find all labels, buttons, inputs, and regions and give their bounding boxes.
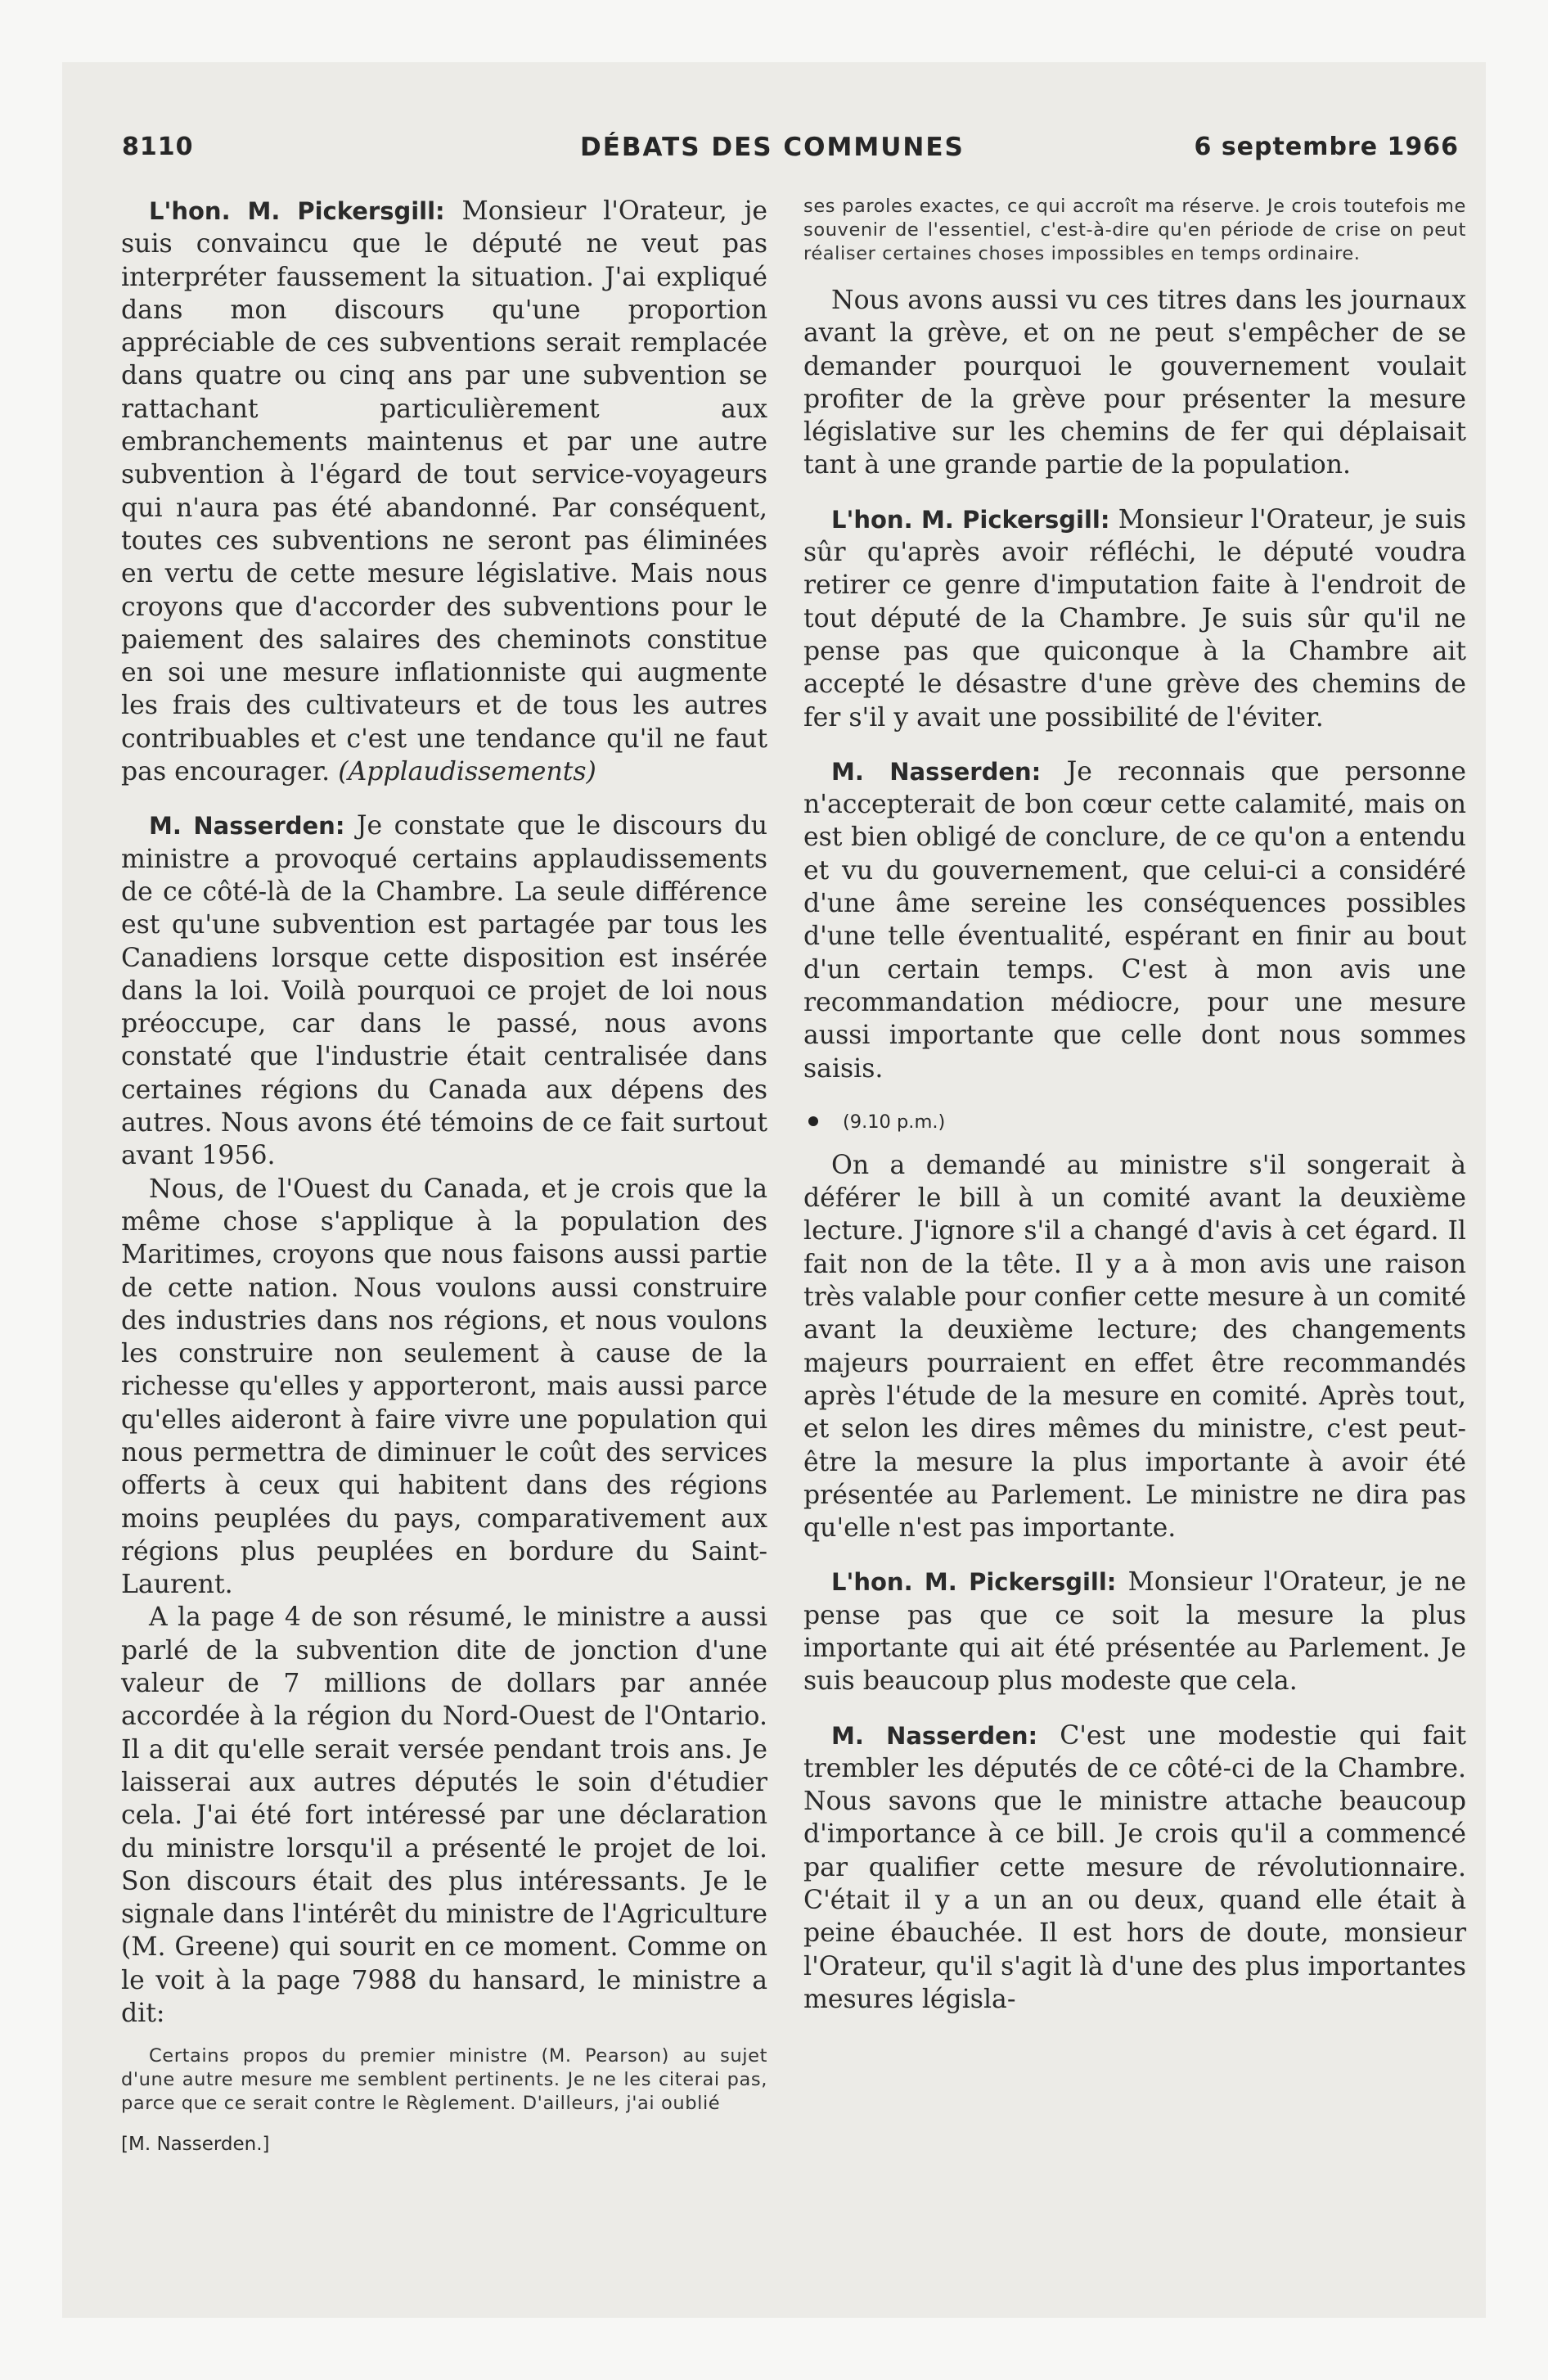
speech-paragraph — [803, 1720, 1466, 2017]
speech-paragraph: A la page 4 de son résumé, le ministre a aussi parlé de la subvention dite de jonction d'une valeur de 7 millions de dollars par année accordée à la région du Nord-Ouest de l'Ontario. Il a dit qu'elle serait versée pendant trois ans. Je laisserai aux autres députés le soin d'étudier cela. J'ai été fort intéressé par une déclaration du ministre lorsqu'il a présenté le projet de loi. Son discours était des plus intéressants. Je le signale dans l'intérêt du ministre de l'Agriculture (M. Greene) qui sourit en ce moment. Comme on le voit à la page 7988 du hansard, le ministre a dit: — [121, 1602, 767, 2029]
speaker-name: L'hon. M. Pickersgill: — [149, 197, 445, 225]
speech-paragraph: Nous, de l'Ouest du Canada, et je crois que la même chose s'applique à la population des Maritimes, croyons que nous faisons aussi partie de cette nation. Nous voulons aussi construire des industries dans nos régions, et nous voulons les construire non seulement à cause de la richesse qu'elles y apporteront, mais aussi parce qu'elles aideront à faire vivre une population qui nous permettra de diminuer le coût des services offerts à ceux qui habitent dans des régions moins peuplées du pays, comparativement aux régions plus peuplées en bordure du Saint-Laurent. — [121, 1174, 767, 1600]
speech-paragraph: On a demandé au ministre s'il songerait à déférer le bill à un comité avant la deuxième lecture. J'ignore s'il a changé d'avis à cet égard. Il fait non de la tête. Il y a à mon avis une raison très valable pour confier cette mesure à un comité avant la deuxième lecture; des changements majeurs pourraient en effet être recommandés après l'étude de la mesure en comité. Après tout, et selon les dires mêmes du ministre, c'est peut-être la mesure la plus importante à avoir été présentée au Parlement. Le ministre ne dira pas qu'elle n'est pas importante. — [803, 1150, 1466, 1544]
speech-text: Monsieur l'Orateur, je suis sûr qu'après avoir réfléchi, le député voudra retirer ce genre d'imputation faite à l'endroit de tout député de la Chambre. Je suis sûr qu'il ne pense pas que quiconque à la Chambre ait accepté le désastre d'une grève des chemins de fer s'il y avait une possibilité de l'éviter. — [803, 504, 1467, 732]
left-column — [121, 195, 767, 2155]
speech-paragraph — [803, 1566, 1466, 1697]
speech-paragraph — [121, 809, 767, 1172]
bullet-icon — [808, 1116, 818, 1126]
speech-paragraph — [803, 755, 1466, 1085]
speaker-name: M. Nasserden: — [149, 812, 345, 841]
page-header — [122, 133, 1459, 169]
speaker-name: L'hon. M. Pickersgill: — [831, 505, 1110, 534]
speech-paragraph: Nous avons aussi vu ces titres dans les journaux avant la grève, et on ne peut s'empêcher de se demander pourquoi le gouvernement voulait profiter de la grève pour présenter la mesure législative sur les chemins de fer qui déplaisait tant à une grande partie de la population. — [803, 286, 1466, 480]
speaker-name: M. Nasserden: — [831, 1721, 1038, 1750]
page-number: 8110 — [122, 133, 194, 161]
speaker-name: L'hon. M. Pickersgill: — [831, 1568, 1117, 1597]
speech-text: Monsieur l'Orateur, je ne pense pas que ce soit la mesure la plus importante qui ait été présentée au Parlement. Je suis beaucoup plus modeste que cela. — [803, 1567, 1466, 1697]
speech-paragraph — [803, 503, 1466, 734]
stage-direction: (Applaudissements) — [338, 757, 596, 787]
time-marker — [803, 1110, 1466, 1134]
speech-text: Je reconnais que personne n'accepterait de bon cœur cette calamité, mais on est bien obligé de conclure, de ce qu'on a entendu et vu du gouvernement, que celui-ci a considéré d'une âme sereine les conséquences possibles d'une telle éventualité, espérant en finir au bout d'un certain temps. C'est à mon avis une recommandation médiocre, pour une mesure aussi importante que celle dont nous sommes saisis. — [803, 756, 1466, 1084]
speech-text: Monsieur l'Orateur, je suis convaincu que le député ne veut pas interpréter faussement la situation. J'ai expliqué dans mon discours qu'une proportion appréciable de ces subventions serait remplacée dans quatre ou cinq ans par une subvention se rattachant particulièrement aux embranchements maintenus et par une autre subvention à l'égard de tout service-voyageurs qui n'aura pas été abandonné. Par conséquent, toutes ces subventions ne seront pas éliminées en vertu de cette mesure législative. Mais nous croyons que d'accorder des subventions pour le paiement des salaires des cheminots constitue en soi une mesure inflationniste qui augmente les frais des cultivateurs et de tous les autres contribuables et c'est une tendance qu'il ne faut pas encourager. — [121, 196, 768, 787]
speaker-name: M. Nasserden: — [831, 757, 1042, 786]
issue-date: 6 septembre 1966 — [1194, 133, 1459, 161]
quotation: ses paroles exactes, ce qui accroît ma réserve. Je crois toutefois me souvenir de l'essentiel, c'est-à-dire qu'en période de crise on peut réaliser certaines choses impossibles en temps ordinaire. — [803, 196, 1466, 264]
speaker-signature: [M. Nasserden.] — [121, 2134, 270, 2156]
speech-text: C'est une modestie qui fait trembler les députés de ce côté-ci de la Chambre. Nous savons que le ministre attache beaucoup d'importance à ce bill. Je crois qu'il a commencé par qualifier cette mesure de révolutionnaire. C'était il y a un an ou deux, quand elle était à peine ébauchée. Il est hors de doute, monsieur l'Orateur, qu'il s'agit là d'une des plus importantes mesures législa- — [803, 1720, 1466, 2014]
time-marker-text: (9.10 p.m.) — [843, 1111, 946, 1133]
quotation: Certains propos du premier ministre (M. Pearson) au sujet d'une autre mesure me semblent pertinents. Je ne les citerai pas, parce que ce serait contre le Règlement. D'ailleurs, j'ai oublié — [121, 2045, 767, 2115]
right-column — [803, 195, 1466, 2037]
publication-title: DÉBATS DES COMMUNES — [580, 133, 965, 162]
speech-paragraph — [121, 195, 767, 788]
speech-text: Je constate que le discours du ministre a provoqué certains applaudissements de ce côté-là de la Chambre. La seule différence est qu'une subvention est partagée par tous les Canadiens lorsque cette disposition est insérée dans la loi. Voilà pourquoi ce projet de loi nous préoccupe, car dans le passé, nous avons constaté que l'industrie était centralisée dans certaines régions du Canada aux dépens des autres. Nous avons été témoins de ce fait surtout avant 1956. — [121, 811, 767, 1171]
